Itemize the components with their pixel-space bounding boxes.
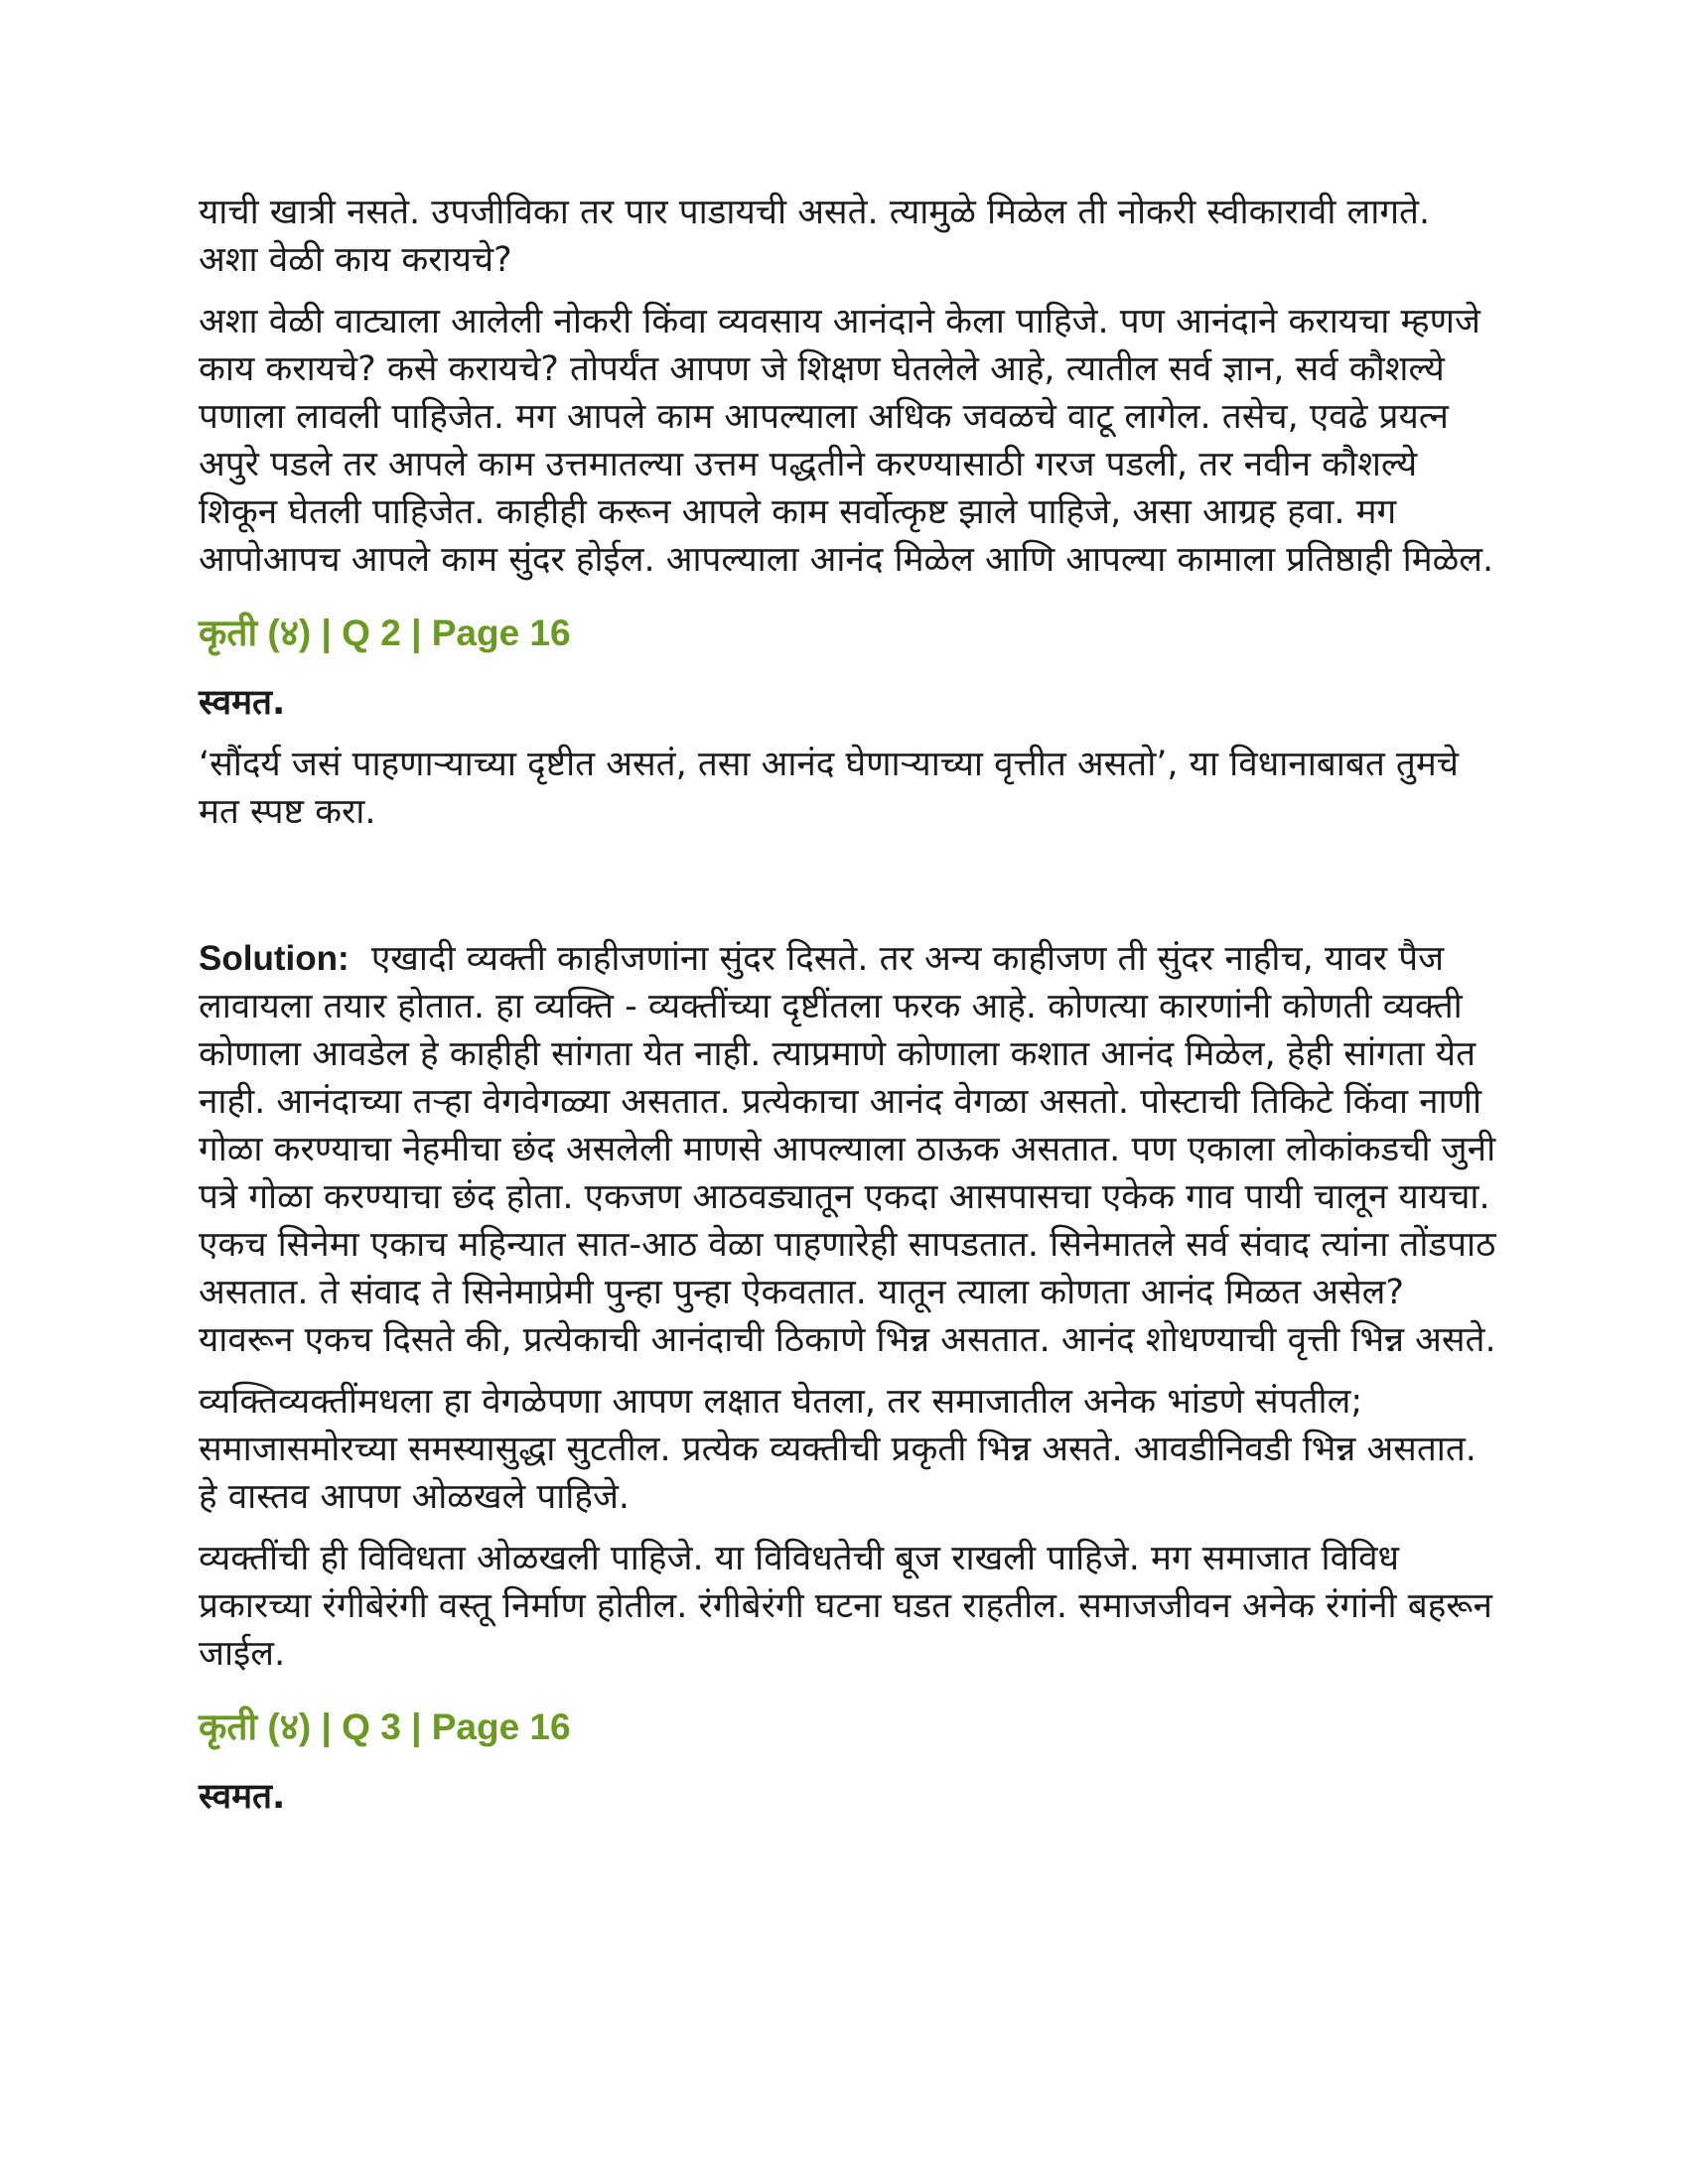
paragraph-continued: याची खात्री नसते. उपजीविका तर पार पाडायची असते. त्यामुळे मिळेल ती नोकरी स्वीकारावी लागते. अशा वेळी काय करायचे?	[199, 193, 1431, 280]
question-text-q2: ‘सौंदर्य जसं पाहणाऱ्याच्या दृष्टीत असतं, तसा आनंद घेणाऱ्याच्या वृत्तीत असतो’, या विधानाबाबत तुमचे मत स्पष्ट करा.	[199, 745, 1459, 832]
paragraph-answer: अशा वेळी वाट्याला आलेली नोकरी किंवा व्यवसाय आनंदाने केला पाहिजे. पण आनंदाने करायचा म्हणजे काय करायचे? कसे करायचे? तोपर्यंत आपण जे शिक्षण घेतलेले आहे, त्यातील सर्व ज्ञान, सर्व कौशल्ये पणाला लावली पाहिजेत. मग आपले काम आपल्याला अधिक जवळचे वाटू लागेल. तसेच, एवढे प्रयत्न अपुरे पडले तर आपले काम उत्तमातल्या उत्तम पद्धतीने करण्यासाठी गरज पडली, तर नवीन कौशल्ये शिकून घेतली पाहिजेत. काहीही करून आपले काम सर्वोत्कृष्ट झाले पाहिजे, असा आग्रह हवा. मग आपोआपच आपले काम सुंदर होईल. आपल्याला आनंद मिळेल आणि आपल्या कामाला प्रतिष्ठाही मिळेल.	[199, 302, 1494, 580]
solution-label: Solution:	[199, 939, 350, 978]
question-heading-q3: कृती (४) | Q 3 | Page 16	[199, 1706, 571, 1747]
solution-paragraph-1	[199, 935, 1499, 1364]
solution-paragraph-3: व्यक्तींची ही विविधता ओळखली पाहिजे. या विविधतेची बूज राखली पाहिजे. मग समाजात विविध प्रकारच्या रंगीबेरंगी वस्तू निर्माण होतील. रंगीबेरंगी घटना घडत राहतील. समाजजीवन अनेक रंगांनी बहरून जाईल.	[199, 1539, 1492, 1674]
solution-paragraph-2: व्यक्तिव्यक्तींमधला हा वेगळेपणा आपण लक्षात घेतला, तर समाजातील अनेक भांडणे संपतील; समाजासमोरच्या समस्यासुद्धा सुटतील. प्रत्येक व्यक्तीची प्रकृती भिन्न असते. आवडीनिवडी भिन्न असतात. हे वास्तव आपण ओळखले पाहिजे.	[199, 1382, 1477, 1517]
solution-text-1: एखादी व्यक्ती काहीजणांना सुंदर दिसते. तर अन्य काहीजण ती सुंदर नाहीच, यावर पैज लावायला तयार होतात. हा व्यक्ति - व्यक्तींच्या दृष्टींतला फरक आहे. कोणत्या कारणांनी कोणती व्यक्ती कोणाला आवडेल हे काहीही सांगता येत नाही. त्याप्रमाणे कोणाला कशात आनंद मिळेल, हेही सांगता येत नाही. आनंदाच्या तऱ्हा वेगवेगळ्या असतात. प्रत्येकाचा आनंद वेगळा असतो. पोस्टाची तिकिटे किंवा नाणी गोळा करण्याचा नेहमीचा छंद असलेली माणसे आपल्याला ठाऊक असतात. पण एकाला लोकांकडची जुनी पत्रे गोळा करण्याचा छंद होता. एकजण आठवड्यातून एकदा आसपासचा एकेक गाव पायी चालून यायचा. एकच सिनेमा एकाच महिन्यात सात-आठ वेळा पाहणारेही सापडतात. सिनेमातले सर्व संवाद त्यांना तोंडपाठ असतात. ते संवाद ते सिनेमाप्रेमी पुन्हा पुन्हा ऐकवतात. यातून त्याला कोणता आनंद मिळत असेल? यावरून एकच दिसते की, प्रत्येकाची आनंदाची ठिकाणे भिन्न असतात. आनंद शोधण्याची वृत्ती भिन्न असते.	[199, 939, 1496, 1360]
question-type-label-q2: स्वमत.	[199, 683, 286, 723]
question-heading-q2: कृती (४) | Q 2 | Page 16	[199, 613, 571, 653]
question-type-label-q3: स्वमत.	[199, 1777, 286, 1817]
document-page	[199, 189, 1499, 1821]
